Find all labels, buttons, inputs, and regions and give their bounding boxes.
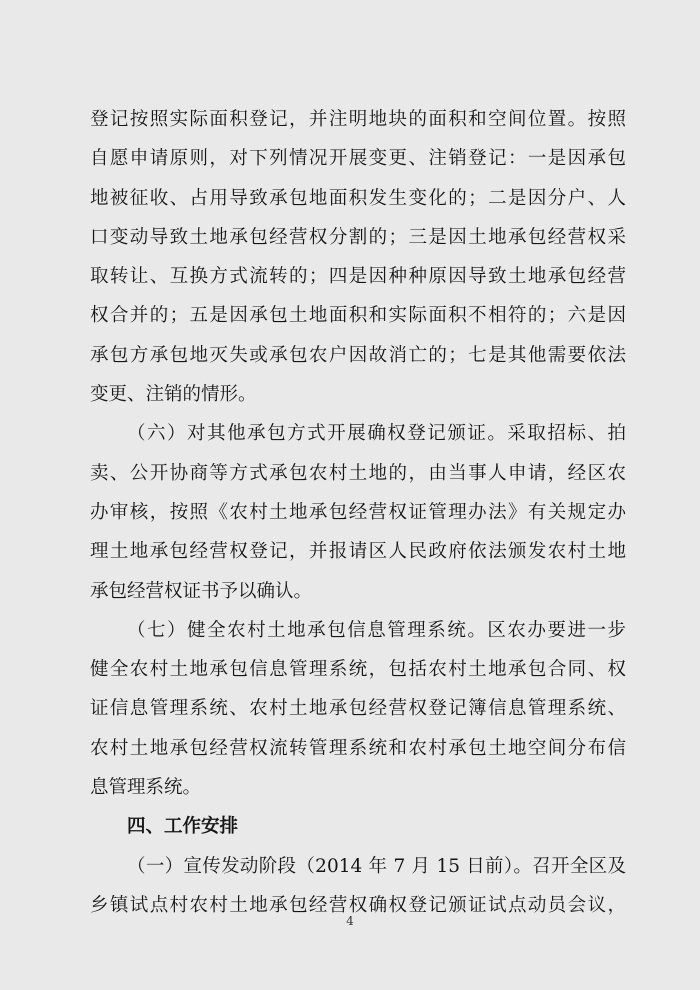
text-line: 理土地承包经营权登记，并报请区人民政府依法颁发农村土地 (90, 541, 626, 563)
text-line: 口变动导致土地承包经营权分割的；三是因土地承包经营权采 (90, 226, 626, 248)
text-line: 卖、公开协商等方式承包农村土地的，由当事人申请，经区农 (90, 462, 626, 484)
page-number: 4 (346, 914, 354, 928)
section-heading: 四、工作安排 (127, 816, 239, 838)
text-line: 乡镇试点村农村土地承包经营权确权登记颁证试点动员会议， (90, 894, 626, 916)
text-line: 承包经营权证书予以确认。 (90, 580, 313, 602)
text-line: 取转让、互换方式流转的；四是因种种原因导致土地承包经营 (90, 266, 626, 288)
text-line: （一）宣传发动阶段（2014 年 7 月 15 日前）。召开全区及 (127, 855, 626, 877)
text-line: 办审核，按照《农村土地承包经营权证管理办法》有关规定办 (90, 501, 626, 523)
text-line: 证信息管理系统、农村土地承包经营权登记簿信息管理系统、 (90, 698, 626, 720)
text-line: 登记按照实际面积登记，并注明地块的面积和空间位置。按照 (90, 109, 626, 130)
text-line: 健全农村土地承包信息管理系统，包括农村土地承包合同、权 (90, 659, 626, 681)
text-line: 变更、注销的情形。 (90, 384, 257, 406)
text-line: （七）健全农村土地承包信息管理系统。区农办要进一步 (127, 619, 626, 641)
text-line: 地被征收、占用导致承包地面积发生变化的；二是因分户、人 (90, 187, 626, 209)
text-line: 自愿申请原则，对下列情况开展变更、注销登记：一是因承包 (90, 148, 626, 170)
text-line: 承包方承包地灭失或承包农户因故消亡的；七是其他需要依法 (90, 344, 626, 366)
text-line: 息管理系统。 (90, 777, 202, 799)
text-line: 权合并的；五是因承包土地面积和实际面积不相符的；六是因 (90, 305, 626, 327)
body-text (90, 100, 626, 925)
text-line: 农村土地承包经营权流转管理系统和农村承包土地空间分布信 (90, 737, 626, 759)
text-line: （六）对其他承包方式开展确权登记颁证。采取招标、拍 (127, 423, 626, 445)
